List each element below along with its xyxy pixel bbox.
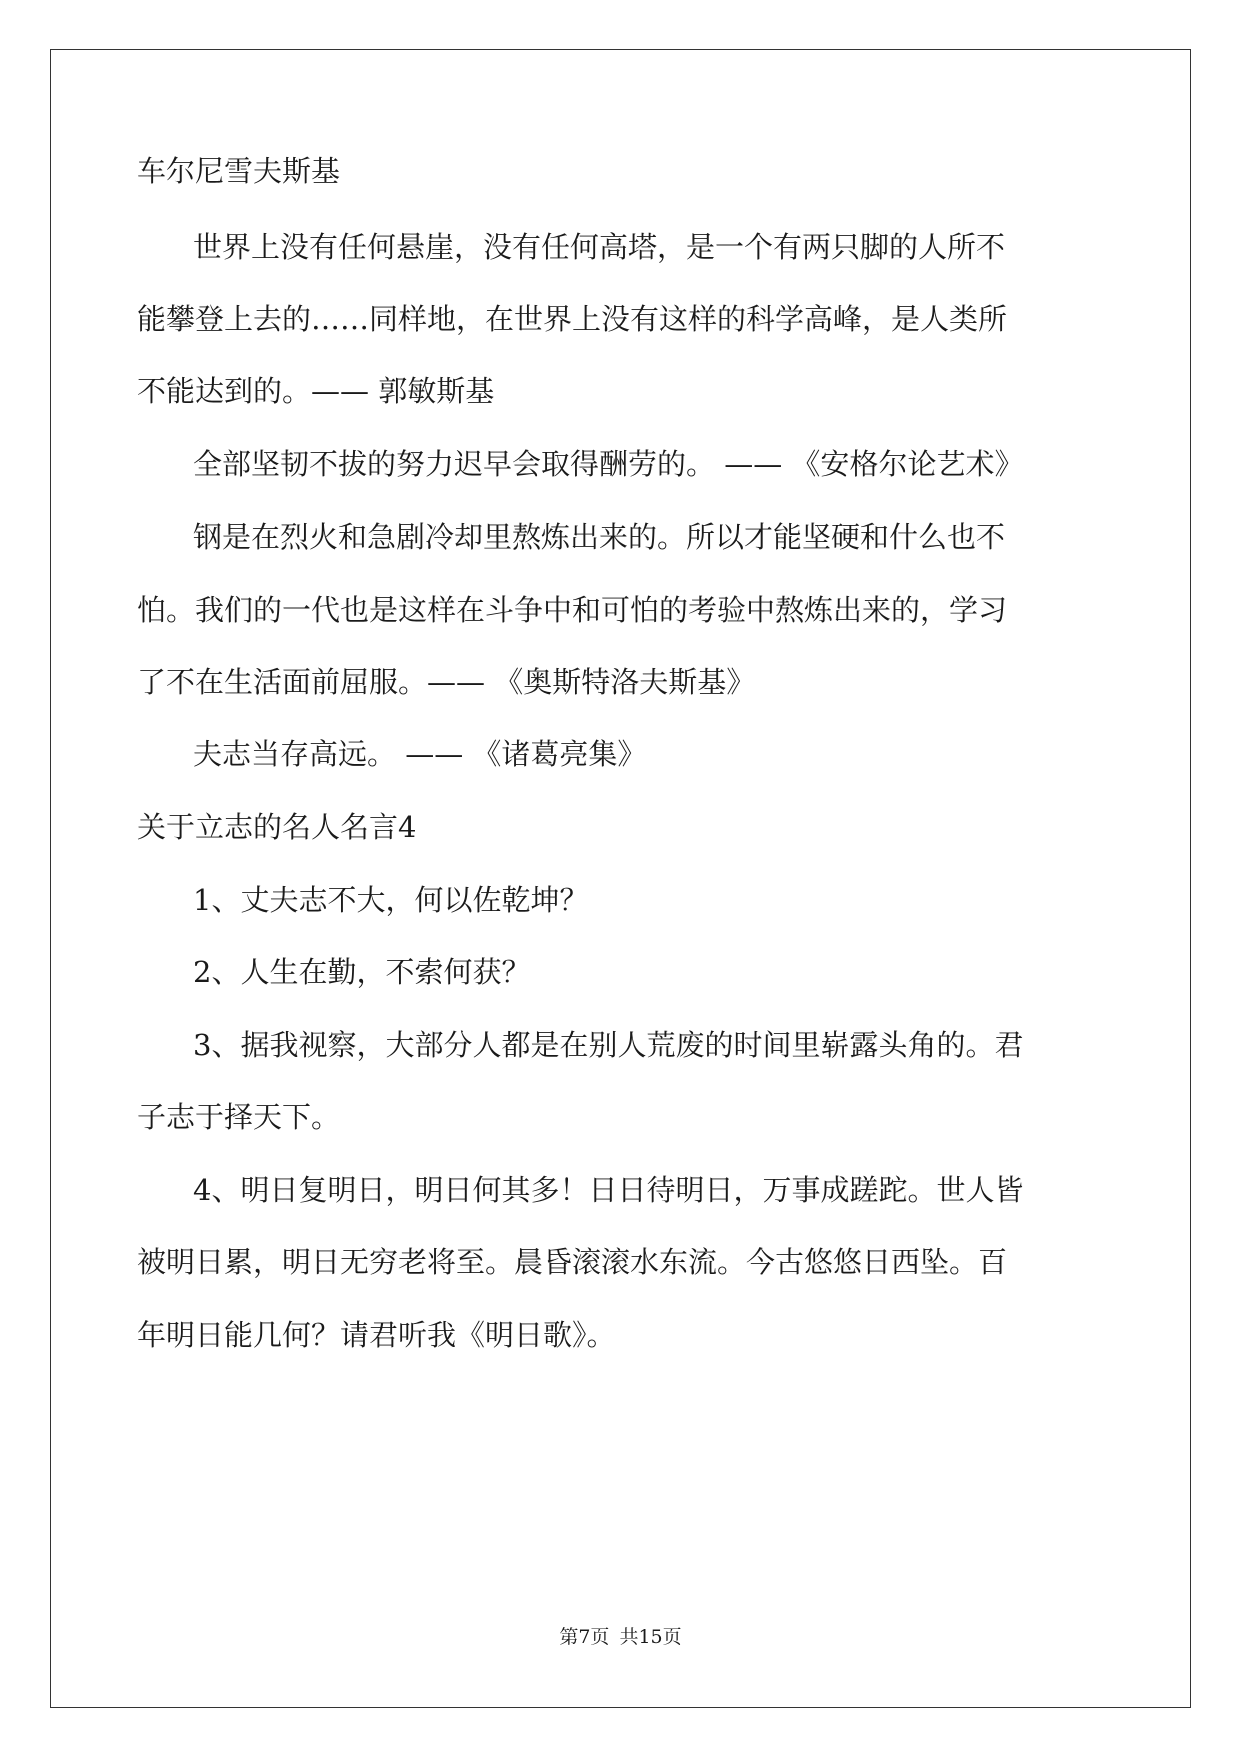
text-line: 夫志当存高远。 —— 《诸葛亮集》 [193, 737, 647, 771]
text-line: 不能达到的。—— 郭敏斯基 [137, 374, 495, 408]
section-heading: 关于立志的名人名言4 [137, 810, 417, 844]
page-border [50, 49, 1191, 1708]
text-line: 了不在生活面前屈服。—— 《奥斯特洛夫斯基》 [137, 665, 756, 699]
text-line: 年明日能几何？请君听我《明日歌》。 [137, 1318, 616, 1352]
page-number: 第7页 [559, 1626, 610, 1648]
text-line: 4、明日复明日，明日何其多！日日待明日，万事成蹉跎。世人皆 [193, 1173, 1024, 1207]
text-line: 全部坚韧不拔的努力迟早会取得酬劳的。 —— 《安格尔论艺术》 [193, 447, 1024, 481]
text-line: 被明日累，明日无穷老将至。晨昏滚滚水东流。今古悠悠日西坠。百 [137, 1245, 1008, 1279]
page-total: 共15页 [619, 1626, 682, 1648]
page-footer [0, 1622, 1241, 1649]
text-line: 能攀登上去的……同样地，在世界上没有这样的科学高峰，是人类所 [137, 302, 1008, 336]
text-line: 1、丈夫志不大，何以佐乾坤？ [193, 883, 589, 917]
text-line: 2、人生在勤，不索何获？ [193, 955, 531, 989]
text-line: 子志于择天下。 [137, 1100, 341, 1134]
text-line: 车尔尼雪夫斯基 [137, 154, 341, 188]
text-line: 怕。我们的一代也是这样在斗争中和可怕的考验中熬炼出来的，学习 [137, 593, 1008, 627]
text-line: 3、据我视察，大部分人都是在别人荒废的时间里崭露头角的。君 [193, 1028, 1024, 1062]
text-line: 世界上没有任何悬崖，没有任何高塔，是一个有两只脚的人所不 [193, 230, 1006, 264]
text-line: 钢是在烈火和急剧冷却里熬炼出来的。所以才能坚硬和什么也不 [193, 520, 1006, 554]
